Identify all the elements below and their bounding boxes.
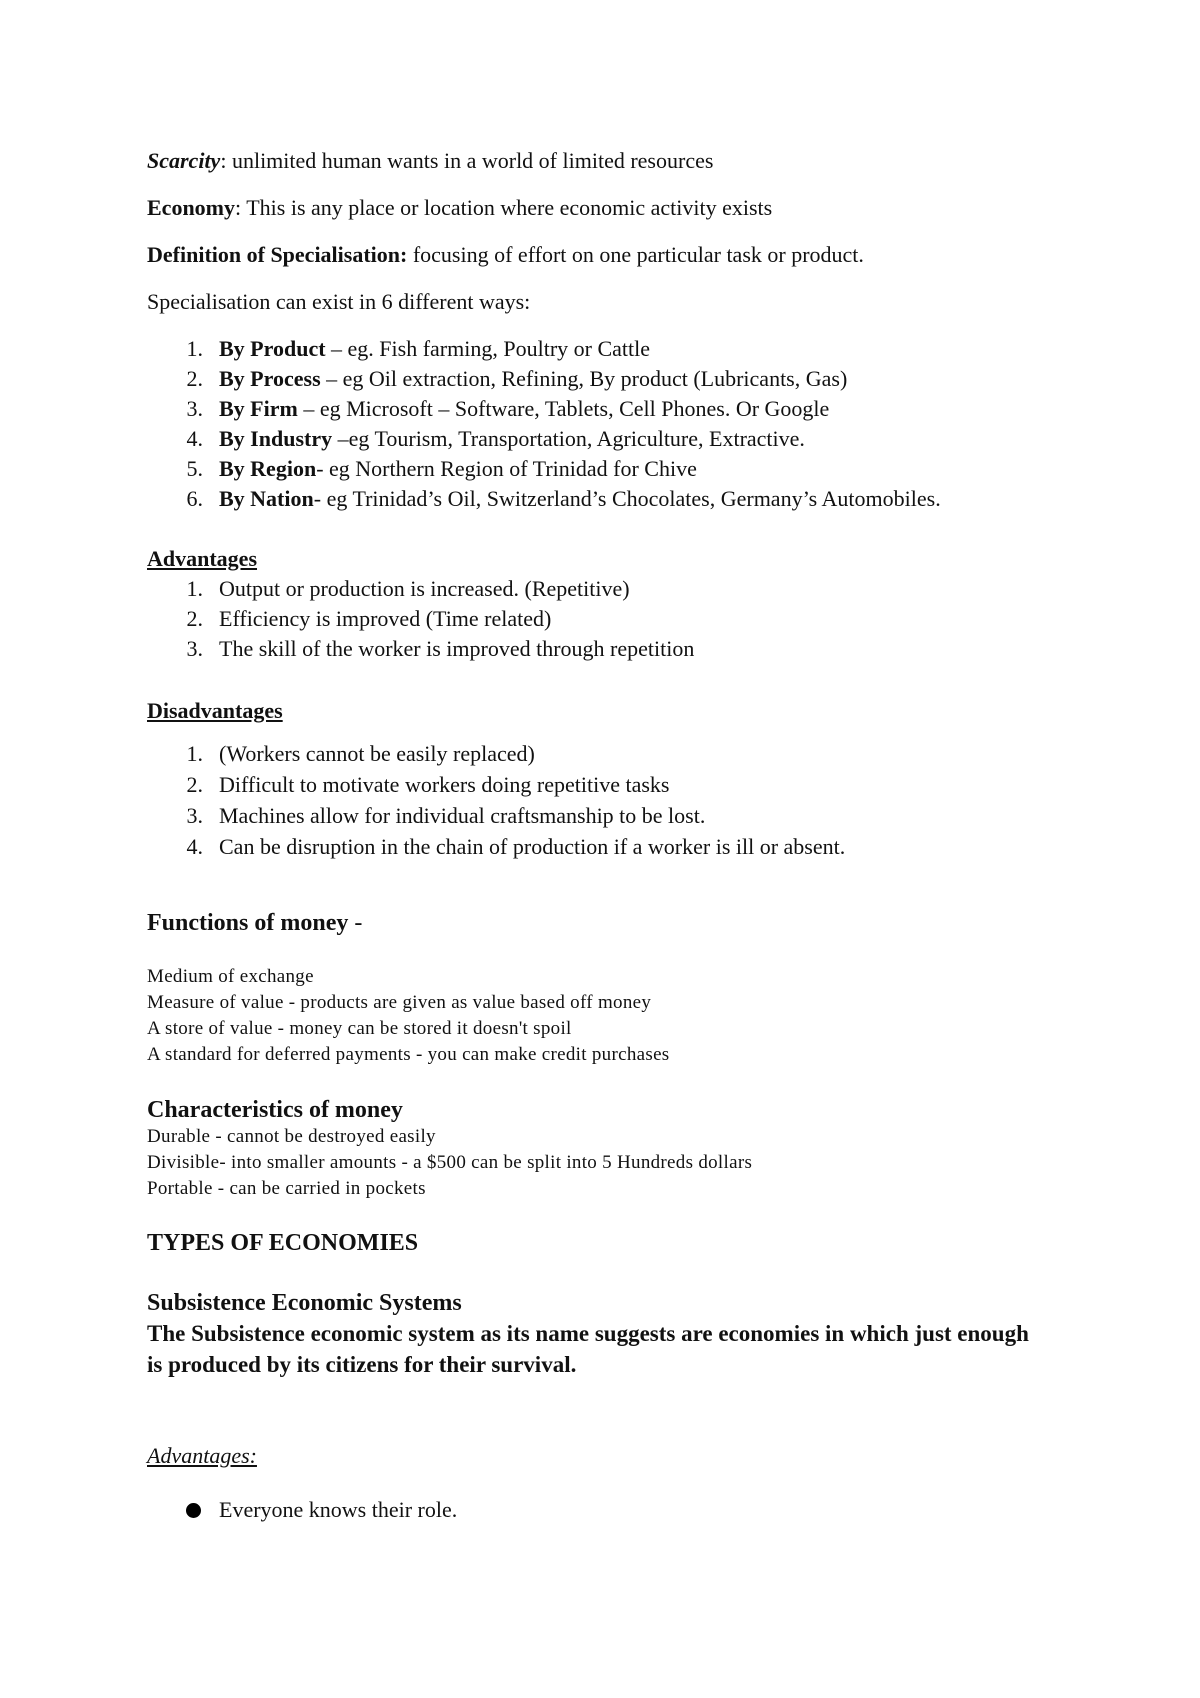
functions-heading-text: Functions of money xyxy=(147,910,349,936)
functions-heading-suffix: - xyxy=(348,910,363,936)
list-item: Portable - can be carried in pockets xyxy=(147,1178,426,1199)
list-text: Efficiency is improved (Time related) xyxy=(219,606,552,631)
specialisation-term: Definition of Specialisation: xyxy=(147,242,408,267)
list-number: 4. xyxy=(186,426,203,451)
scarcity-term: Scarcity xyxy=(147,148,221,173)
subsistence-description: The Subsistence economic system as its name suggests are economies in which just enough is produced by its citizens for their survival. xyxy=(147,1321,1029,1377)
list-term: By Nation xyxy=(219,486,314,511)
list-text: Output or production is increased. (Repetitive) xyxy=(219,576,630,601)
list-number: 5. xyxy=(186,456,203,481)
list-term: By Process xyxy=(219,366,321,391)
list-text: - eg Trinidad’s Oil, Switzerland’s Chocolates, Germany’s Automobiles. xyxy=(313,486,941,511)
list-number: 6. xyxy=(186,486,203,511)
list-number: 2. xyxy=(186,606,203,631)
specialisation-text: focusing of effort on one particular task or product. xyxy=(407,242,864,267)
list-number: 2. xyxy=(186,366,203,391)
list-text: The skill of the worker is improved through repetition xyxy=(219,636,695,661)
list-text: – eg Oil extraction, Refining, By product (Lubricants, Gas) xyxy=(320,366,848,391)
list-item: Durable - cannot be destroyed easily xyxy=(147,1126,436,1147)
list-text: – eg Microsoft – Software, Tablets, Cell Phones. Or Google xyxy=(297,396,830,421)
advantages-heading: Advantages xyxy=(147,546,258,571)
economy-text: : This is any place or location where economic activity exists xyxy=(235,195,773,220)
subsistence-heading: Subsistence Economic Systems xyxy=(147,1290,462,1316)
list-number: 2. xyxy=(186,772,203,797)
list-text: – eg. Fish farming, Poultry or Cattle xyxy=(325,336,651,361)
list-text: Machines allow for individual craftsmanship to be lost. xyxy=(219,803,706,828)
scarcity-definition xyxy=(147,148,713,174)
list-text: Difficult to motivate workers doing repetitive tasks xyxy=(219,772,670,797)
functions-of-money-heading xyxy=(147,910,362,937)
list-item: Measure of value - products are given as value based off money xyxy=(147,992,652,1013)
characteristics-of-money-heading: Characteristics of money xyxy=(147,1097,403,1123)
list-term: By Region xyxy=(219,456,317,481)
economy-definition xyxy=(147,195,772,221)
list-number: 1. xyxy=(186,336,203,361)
types-of-economies-heading: TYPES OF ECONOMIES xyxy=(147,1230,419,1256)
specialisation-definition xyxy=(147,242,864,268)
subsistence-advantages-heading: Advantages: xyxy=(147,1443,257,1468)
list-number: 1. xyxy=(186,576,203,601)
scarcity-colon: : xyxy=(220,148,227,173)
specialisation-intro: Specialisation can exist in 6 different ways: xyxy=(147,289,531,314)
list-text: (Workers cannot be easily replaced) xyxy=(219,741,535,766)
list-number: 3. xyxy=(186,636,203,661)
list-item: Medium of exchange xyxy=(147,966,314,987)
list-term: By Product xyxy=(219,336,326,361)
list-item: Everyone knows their role. xyxy=(219,1497,458,1522)
list-number: 3. xyxy=(186,396,203,421)
list-text: –eg Tourism, Transportation, Agriculture, Extractive. xyxy=(332,426,805,451)
bullet-icon xyxy=(186,1503,201,1518)
list-number: 1. xyxy=(186,741,203,766)
list-number: 3. xyxy=(186,803,203,828)
list-term: By Firm xyxy=(219,396,298,421)
list-number: 4. xyxy=(186,834,203,859)
disadvantages-heading: Disadvantages xyxy=(147,698,283,723)
list-text: Can be disruption in the chain of production if a worker is ill or absent. xyxy=(219,834,846,859)
list-item: A standard for deferred payments - you can make credit purchases xyxy=(147,1044,670,1065)
list-term: By Industry xyxy=(219,426,333,451)
scarcity-text: unlimited human wants in a world of limited resources xyxy=(226,148,714,173)
list-item: Divisible- into smaller amounts - a $500 can be split into 5 Hundreds dollars xyxy=(147,1152,753,1173)
economy-term: Economy xyxy=(147,195,235,220)
list-text: - eg Northern Region of Trinidad for Chive xyxy=(316,456,697,481)
list-item: A store of value - money can be stored it doesn't spoil xyxy=(147,1018,572,1039)
